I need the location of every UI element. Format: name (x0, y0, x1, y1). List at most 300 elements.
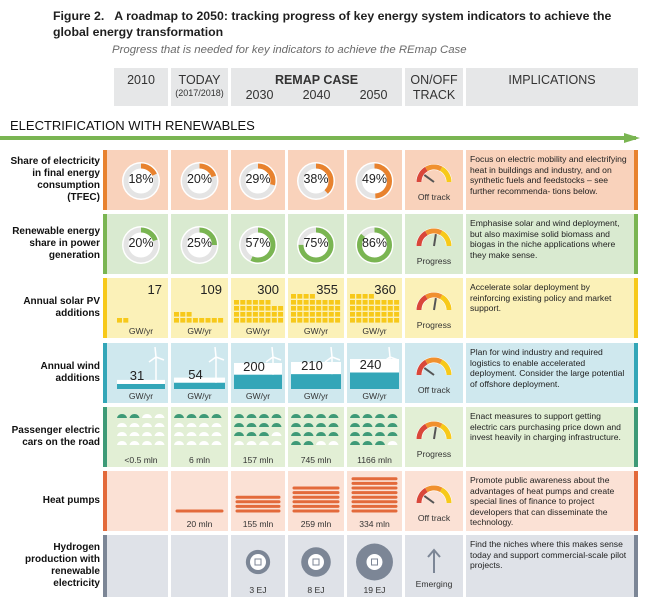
value-cell (171, 407, 228, 467)
gauge-needle (424, 175, 434, 182)
value-cell (171, 535, 228, 597)
implication-text: Accelerate solar deployment by reinforcing existing policy and market support. (470, 282, 612, 314)
value-cell (114, 278, 168, 338)
wind-unit-label: GW/yr (187, 391, 212, 401)
solar-panel-mark (363, 306, 368, 311)
value-cell (288, 471, 344, 531)
car-mark (375, 414, 385, 418)
cars-value-label: <0.5 mln (124, 455, 158, 465)
car-mark (117, 441, 127, 445)
wind-bar (117, 384, 165, 389)
column-separator (463, 278, 466, 338)
solar-panel-mark (316, 318, 321, 323)
hydrogen-core (250, 554, 266, 570)
heat-coil (353, 479, 396, 511)
implication-text: Emphasise solar and wind deployment, but also maximise solid biomass and biogas in the niche applications where they make sense. (470, 218, 620, 260)
section-rule (0, 133, 646, 149)
value-cell (231, 343, 285, 403)
solar-panel-mark (369, 306, 374, 311)
solar-panel-mark (316, 300, 321, 305)
wind-value-label: 240 (359, 356, 382, 372)
status-cell (405, 278, 463, 338)
wind-value-label: 31 (129, 367, 145, 383)
wind-bar (350, 373, 399, 390)
car-mark (272, 432, 282, 436)
car-mark (174, 423, 184, 427)
donut-value-label: 38% (303, 172, 329, 186)
car-mark (117, 432, 127, 436)
car-mark (247, 432, 257, 436)
col-2050-label: 2050 (359, 88, 388, 102)
status-label: Progress (416, 256, 452, 266)
car-mark (316, 414, 326, 418)
donut-value-label: 20% (128, 236, 154, 250)
solar-panel-mark (297, 300, 302, 305)
wind-bar (234, 375, 282, 389)
car-mark (259, 432, 269, 436)
solar-panel-mark (234, 300, 239, 305)
solar-panel-mark (291, 312, 296, 317)
car-mark (388, 423, 398, 427)
car-mark (291, 432, 301, 436)
value-cell (114, 150, 168, 210)
column-separator (463, 343, 466, 403)
solar-panel-mark (369, 318, 374, 323)
solar-panel-mark (240, 318, 245, 323)
car-mark (272, 441, 282, 445)
gauge-needle (424, 368, 434, 375)
wind-unit-label: GW/yr (362, 391, 387, 401)
value-cell (347, 343, 402, 403)
value-cell (114, 471, 168, 531)
car-mark (247, 423, 257, 427)
solar-unit-label: GW/yr (303, 326, 329, 336)
solar-value-label: 355 (316, 282, 338, 297)
car-mark (363, 423, 373, 427)
car-mark (199, 432, 209, 436)
figure-label: Figure 2. (53, 9, 105, 23)
solar-panel-mark (259, 300, 264, 305)
car-mark (291, 441, 301, 445)
solar-panel-mark (310, 300, 315, 305)
column-separator (463, 150, 466, 210)
cars-value-label: 745 mln (300, 455, 332, 465)
solar-unit-label: GW/yr (128, 326, 154, 336)
solar-panel-mark (266, 306, 271, 311)
solar-panel-mark (363, 318, 368, 323)
car-mark (259, 423, 269, 427)
solar-panel-mark (304, 300, 309, 305)
status-cell (405, 150, 463, 210)
car-mark (375, 441, 385, 445)
wind-bar (174, 383, 225, 389)
car-mark (363, 432, 373, 436)
car-mark (187, 432, 197, 436)
car-mark (304, 432, 314, 436)
col-onoff (405, 68, 463, 106)
wind-bar (291, 374, 341, 389)
solar-panel-mark (310, 318, 315, 323)
status-cell (405, 343, 463, 403)
solar-panel-mark (187, 318, 192, 323)
value-cell (171, 150, 228, 210)
solar-panel-mark (212, 318, 217, 323)
status-cell (405, 471, 463, 531)
car-mark (234, 414, 244, 418)
status-label: Off track (417, 192, 451, 202)
section-title: ELECTRIFICATION WITH RENEWABLES (10, 118, 255, 133)
solar-panel-mark (335, 312, 340, 317)
solar-panel-mark (278, 312, 283, 317)
car-mark (212, 432, 222, 436)
gauge-segment (426, 424, 441, 426)
car-mark (187, 441, 197, 445)
hydrogen-value-label: 19 EJ (363, 585, 386, 595)
figure-title (53, 8, 633, 40)
value-cell (347, 407, 402, 467)
value-cell (347, 471, 402, 531)
solar-panel-mark (266, 318, 271, 323)
solar-panel-mark (291, 300, 296, 305)
row-label: Passenger electric cars on the road (11, 425, 100, 448)
car-mark (350, 432, 360, 436)
car-mark (155, 432, 165, 436)
hydrogen-core (308, 554, 324, 570)
row-accent-left (103, 278, 107, 338)
row-accent-right (634, 407, 638, 467)
heat-value-label: 155 mln (242, 519, 274, 529)
col-remap-label: REMAP CASE (274, 73, 359, 87)
value-cell (171, 278, 228, 338)
solar-panel-mark (247, 300, 252, 305)
solar-panel-mark (356, 318, 361, 323)
implication-text: Enact measures to support getting electric cars purchasing price down and invest heavily in charging infrastructure. (470, 411, 621, 443)
car-mark (329, 441, 339, 445)
solar-panel-mark (369, 300, 374, 305)
status-cell (405, 407, 463, 467)
solar-panel-mark (382, 318, 387, 323)
car-mark (304, 414, 314, 418)
col-today-sub: (2017/2018) (175, 88, 224, 98)
solar-panel-mark (247, 306, 252, 311)
solar-panel-mark (356, 300, 361, 305)
solar-panel-mark (329, 300, 334, 305)
donut-value-label: 29% (245, 172, 271, 186)
heat-coil (294, 488, 338, 511)
solar-panel-mark (388, 300, 393, 305)
solar-panel-mark (375, 312, 380, 317)
solar-panel-mark (253, 300, 258, 305)
value-cell (231, 214, 285, 274)
hydrogen-core (367, 554, 383, 570)
hydrogen-value-label: 3 EJ (249, 585, 267, 595)
status-label: Progress (416, 320, 452, 330)
value-cell (231, 471, 285, 531)
column-separator (463, 407, 466, 467)
car-mark (174, 414, 184, 418)
solar-panel-mark (394, 300, 399, 305)
car-mark (187, 414, 197, 418)
value-cell (114, 535, 168, 597)
solar-panel-mark (350, 306, 355, 311)
col-today (171, 68, 228, 106)
value-cell (288, 343, 344, 403)
car-mark (291, 414, 301, 418)
cars-value-label: 6 mln (188, 455, 210, 465)
car-mark (155, 414, 165, 418)
value-cell (231, 278, 285, 338)
solar-panel-mark (234, 306, 239, 311)
car-mark (388, 441, 398, 445)
donut-value-label: 25% (186, 236, 213, 250)
donut-value-label: 20% (186, 172, 213, 186)
solar-value-label: 17 (147, 282, 162, 297)
column-separator (463, 535, 466, 597)
solar-panel-mark (297, 318, 302, 323)
solar-panel-mark (266, 312, 271, 317)
car-mark (388, 432, 398, 436)
cars-value-label: 1166 mln (357, 455, 392, 465)
value-cell (288, 214, 344, 274)
section-rule-arrow (624, 133, 640, 143)
solar-panel-mark (310, 306, 315, 311)
row-accent-left (103, 535, 107, 597)
row-accent-left (103, 471, 107, 531)
solar-panel-mark (234, 318, 239, 323)
row-accent-left (103, 407, 107, 467)
value-cell (114, 343, 168, 403)
solar-panel-mark (123, 318, 128, 323)
value-cell (114, 407, 168, 467)
solar-panel-mark (363, 300, 368, 305)
car-mark (388, 414, 398, 418)
solar-panel-mark (394, 312, 399, 317)
gauge-needle (434, 427, 436, 439)
implication-text: Find the niches where this makes sense today and support commercial-scale pilot projects. (470, 539, 627, 571)
col-implications-label: IMPLICATIONS (508, 73, 596, 87)
car-mark (259, 414, 269, 418)
solar-panel-mark (335, 300, 340, 305)
value-cell (171, 343, 228, 403)
value-cell (288, 407, 344, 467)
solar-panel-mark (316, 306, 321, 311)
row-accent-left (103, 150, 107, 210)
value-cell (288, 535, 344, 597)
solar-panel-mark (388, 318, 393, 323)
car-mark (304, 441, 314, 445)
status-cell (405, 214, 463, 274)
solar-panel-mark (278, 318, 283, 323)
car-mark (329, 432, 339, 436)
car-mark (130, 441, 140, 445)
implication-text: Promote public awareness about the advantages of heat pumps and create special lines of finance to project developers that can disseminate the technology. (470, 475, 615, 528)
col-remap-years (231, 88, 402, 102)
car-mark (259, 441, 269, 445)
solar-panel-mark (253, 306, 258, 311)
car-mark (329, 414, 339, 418)
value-cell (231, 407, 285, 467)
row-label: Renewable energy share in power generation (12, 226, 100, 261)
car-mark (363, 414, 373, 418)
solar-panel-mark (382, 300, 387, 305)
car-mark (142, 423, 152, 427)
row-accent-right (634, 214, 638, 274)
car-mark (363, 441, 373, 445)
gauge-needle (424, 496, 434, 503)
car-mark (130, 423, 140, 427)
donut-value-label: 49% (361, 172, 388, 186)
implication-text: Plan for wind industry and required logistics to enable accelerated deployment. Consider the large potential of offshore deployment. (470, 347, 625, 389)
status-label: Emerging (415, 579, 453, 589)
solar-panel-mark (382, 306, 387, 311)
col-2010-label: 2010 (127, 73, 155, 87)
solar-panel-mark (369, 312, 374, 317)
solar-panel-mark (117, 318, 122, 323)
status-label: Progress (416, 449, 452, 459)
solar-unit-label: GW/yr (245, 326, 271, 336)
solar-panel-mark (375, 318, 380, 323)
solar-panel-mark (193, 318, 198, 323)
col-2040-label: 2040 (302, 88, 331, 102)
value-cell (231, 150, 285, 210)
hydrogen-value-label: 8 EJ (307, 585, 325, 595)
solar-unit-label: GW/yr (362, 326, 387, 336)
col-onoff-label: ON/OFF (410, 73, 458, 87)
car-mark (350, 414, 360, 418)
solar-panel-mark (291, 306, 296, 311)
car-mark (304, 423, 314, 427)
solar-panel-mark (297, 306, 302, 311)
solar-panel-mark (394, 318, 399, 323)
solar-panel-mark (304, 306, 309, 311)
row-accent-left (103, 343, 107, 403)
car-mark (117, 414, 127, 418)
emerging-arrow-icon (428, 550, 440, 573)
car-mark (130, 432, 140, 436)
solar-panel-mark (323, 312, 328, 317)
solar-panel-mark (180, 318, 185, 323)
col-track-label: TRACK (412, 88, 456, 102)
row-accent-right (634, 343, 638, 403)
solar-panel-mark (253, 312, 258, 317)
value-cell (347, 214, 402, 274)
solar-panel-mark (247, 312, 252, 317)
gauge-segment (426, 167, 441, 169)
solar-panel-mark (174, 318, 179, 323)
solar-panel-mark (329, 318, 334, 323)
car-mark (350, 441, 360, 445)
row-label: Heat pumps (42, 495, 100, 506)
wind-unit-label: GW/yr (128, 391, 154, 401)
solar-panel-mark (272, 312, 277, 317)
car-mark (350, 423, 360, 427)
solar-value-label: 300 (257, 282, 279, 297)
solar-panel-mark (375, 306, 380, 311)
car-mark (142, 414, 152, 418)
solar-panel-mark (350, 300, 355, 305)
solar-panel-mark (323, 300, 328, 305)
row-accent-right (634, 471, 638, 531)
figure-subtitle: Progress that is needed for key indicators to achieve the REmap Case (112, 44, 467, 56)
solar-panel-mark (247, 318, 252, 323)
solar-panel-mark (382, 312, 387, 317)
solar-panel-mark (272, 318, 277, 323)
solar-panel-mark (174, 312, 179, 317)
status-cell (405, 535, 463, 597)
solar-panel-mark (356, 306, 361, 311)
car-mark (375, 423, 385, 427)
status-label: Off track (417, 385, 451, 395)
car-mark (247, 414, 257, 418)
value-cell (347, 535, 402, 597)
solar-panel-mark (304, 312, 309, 317)
value-cell (114, 214, 168, 274)
gauge-segment (426, 295, 441, 297)
value-cell (171, 471, 228, 531)
col-implications (466, 68, 638, 106)
car-mark (117, 423, 127, 427)
car-mark (316, 441, 326, 445)
solar-panel-mark (240, 312, 245, 317)
wind-unit-label: GW/yr (303, 391, 329, 401)
solar-panel-mark (350, 318, 355, 323)
value-cell (347, 150, 402, 210)
solar-panel-mark (259, 318, 264, 323)
car-mark (155, 423, 165, 427)
row-accent-left (103, 214, 107, 274)
value-cell (171, 214, 228, 274)
solar-panel-mark (180, 312, 185, 317)
heat-value-label: 259 mln (300, 519, 332, 529)
donut-value-label: 18% (128, 172, 154, 186)
heat-coil (237, 497, 279, 511)
car-mark (212, 414, 222, 418)
gauge-segment (426, 360, 441, 362)
gauge-needle (434, 234, 436, 246)
solar-value-label: 360 (374, 282, 396, 297)
solar-panel-mark (388, 312, 393, 317)
row-label: Annual solar PV additions (23, 296, 100, 319)
section-rule-bar (0, 136, 636, 140)
solar-panel-mark (278, 306, 283, 311)
car-mark (199, 414, 209, 418)
solar-panel-mark (323, 306, 328, 311)
row-accent-right (634, 535, 638, 597)
solar-panel-mark (388, 306, 393, 311)
solar-panel-mark (304, 318, 309, 323)
row-accent-right (634, 278, 638, 338)
solar-panel-mark (316, 312, 321, 317)
gauge-needle (434, 298, 436, 310)
solar-panel-mark (253, 318, 258, 323)
wind-value-label: 200 (243, 358, 265, 374)
solar-panel-mark (297, 312, 302, 317)
solar-panel-mark (206, 318, 211, 323)
car-mark (375, 432, 385, 436)
car-mark (291, 423, 301, 427)
status-label: Off track (417, 513, 451, 523)
solar-panel-mark (234, 312, 239, 317)
solar-panel-mark (240, 306, 245, 311)
car-mark (155, 441, 165, 445)
row-label: Share of electricity in final energy consumption (TFEC) (10, 156, 100, 203)
car-mark (234, 441, 244, 445)
car-mark (142, 432, 152, 436)
solar-panel-mark (356, 312, 361, 317)
figure-title-text: A roadmap to 2050: tracking progress of key energy system indicators to achieve the global energy transformation (53, 9, 612, 39)
solar-panel-mark (350, 312, 355, 317)
solar-panel-mark (335, 306, 340, 311)
